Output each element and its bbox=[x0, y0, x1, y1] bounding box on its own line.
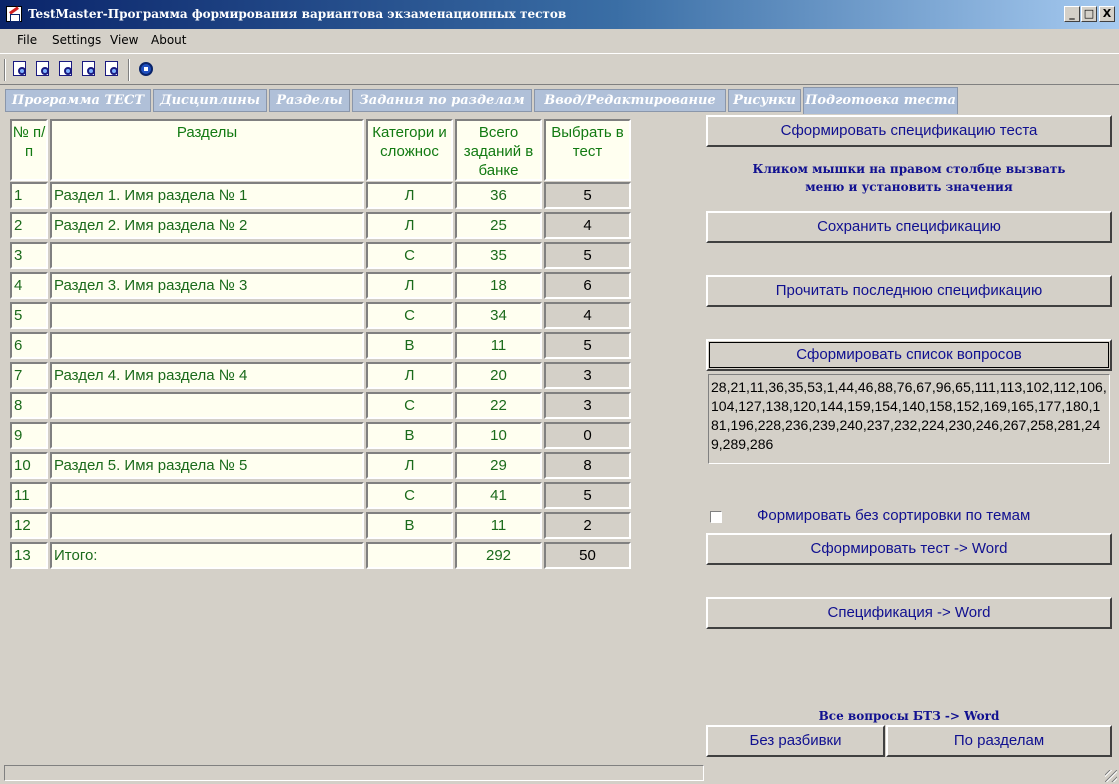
cell-num: 7 bbox=[10, 362, 48, 389]
cell-section-name: Раздел 2. Имя раздела № 2 bbox=[50, 212, 364, 239]
page-magnify-icon[interactable] bbox=[82, 61, 98, 77]
cell-section-name bbox=[50, 302, 364, 329]
cell-total-tasks: 35 bbox=[455, 242, 542, 269]
cell-section-name bbox=[50, 242, 364, 269]
cell-select-count[interactable]: 50 bbox=[544, 542, 631, 569]
cell-category: С bbox=[366, 242, 453, 269]
cell-category bbox=[366, 542, 453, 569]
cell-category: С bbox=[366, 302, 453, 329]
toolbar-separator bbox=[128, 59, 130, 81]
cell-total-tasks: 10 bbox=[455, 422, 542, 449]
cell-num: 1 bbox=[10, 182, 48, 209]
cell-section-name: Раздел 5. Имя раздела № 5 bbox=[50, 452, 364, 479]
hint-line: меню и установить значения bbox=[805, 180, 1013, 194]
header-num: № п/п bbox=[10, 119, 48, 181]
nosort-label: Формировать без сортировки по темам bbox=[757, 507, 1031, 524]
resize-grip-icon[interactable] bbox=[1105, 770, 1117, 782]
lock-icon[interactable] bbox=[139, 62, 153, 76]
tab-disciplines[interactable]: Дисциплины bbox=[153, 89, 267, 112]
page-magnify-icon[interactable] bbox=[13, 61, 29, 77]
cell-select-count[interactable]: 3 bbox=[544, 392, 631, 419]
cell-num: 13 bbox=[10, 542, 48, 569]
cell-select-count[interactable]: 4 bbox=[544, 212, 631, 239]
cell-category: В bbox=[366, 422, 453, 449]
cell-select-count[interactable]: 6 bbox=[544, 272, 631, 299]
status-panel bbox=[4, 765, 704, 781]
cell-num: 6 bbox=[10, 332, 48, 359]
cell-category: Л bbox=[366, 452, 453, 479]
tab-sections[interactable]: Разделы bbox=[269, 89, 350, 112]
menu-about[interactable]: About bbox=[151, 33, 187, 47]
tab-input-edit[interactable]: Ввод/Редактирование bbox=[534, 89, 726, 112]
window-title: TestMaster-Программа формирования вариантова экзаменационных тестов bbox=[28, 7, 567, 21]
cell-num: 12 bbox=[10, 512, 48, 539]
cell-num: 3 bbox=[10, 242, 48, 269]
toolbar-separator bbox=[4, 59, 6, 81]
cell-total-tasks: 11 bbox=[455, 332, 542, 359]
spec-word-button[interactable]: Спецификация -> Word bbox=[706, 597, 1112, 629]
cell-num: 11 bbox=[10, 482, 48, 509]
menu-bar bbox=[0, 29, 1119, 51]
cell-select-count[interactable]: 5 bbox=[544, 182, 631, 209]
cell-total-tasks: 34 bbox=[455, 302, 542, 329]
sections-table bbox=[8, 117, 633, 570]
app-icon bbox=[6, 6, 22, 22]
cell-select-count[interactable]: 5 bbox=[544, 332, 631, 359]
cell-section-name: Раздел 4. Имя раздела № 4 bbox=[50, 362, 364, 389]
title-bar bbox=[0, 0, 1119, 29]
cell-num: 4 bbox=[10, 272, 48, 299]
cell-total-tasks: 25 bbox=[455, 212, 542, 239]
cell-category: С bbox=[366, 482, 453, 509]
close-button[interactable]: X bbox=[1099, 6, 1115, 22]
export-all-caption: Все вопросы БТЗ -> Word bbox=[818, 709, 1000, 723]
spec-hint bbox=[706, 160, 1112, 196]
cell-category: Л bbox=[366, 362, 453, 389]
cell-num: 8 bbox=[10, 392, 48, 419]
no-split-button[interactable]: Без разбивки bbox=[706, 725, 885, 757]
cell-num: 9 bbox=[10, 422, 48, 449]
cell-num: 2 bbox=[10, 212, 48, 239]
questions-list[interactable]: 28,21,11,36,35,53,1,44,46,88,76,67,96,65,111,113,102,112,106,104,127,138,120,144,159,154,140,158,152,169,165,177,180,181,196,228,236,239,240,237,232,224,230,246,267,258,281,249,289,286 bbox=[708, 374, 1110, 464]
page-magnify-icon[interactable] bbox=[36, 61, 52, 77]
maximize-button[interactable]: □ bbox=[1081, 6, 1097, 22]
cell-category: Л bbox=[366, 212, 453, 239]
cell-section-name bbox=[50, 332, 364, 359]
cell-total-tasks: 41 bbox=[455, 482, 542, 509]
tab-test-preparation[interactable]: Подготовка теста bbox=[803, 87, 958, 114]
page-magnify-icon[interactable] bbox=[59, 61, 75, 77]
header-sections: Разделы bbox=[50, 119, 364, 181]
header-total-tasks: Всего заданий в банке bbox=[455, 119, 542, 181]
cell-total-tasks: 292 bbox=[455, 542, 542, 569]
tab-bar bbox=[0, 88, 1119, 114]
cell-total-tasks: 18 bbox=[455, 272, 542, 299]
cell-category: В bbox=[366, 332, 453, 359]
cell-section-name: Итого: bbox=[50, 542, 364, 569]
cell-select-count[interactable]: 3 bbox=[544, 362, 631, 389]
cell-total-tasks: 29 bbox=[455, 452, 542, 479]
cell-category: Л bbox=[366, 182, 453, 209]
page-magnify-icon[interactable] bbox=[105, 61, 121, 77]
form-spec-button[interactable]: Сформировать спецификацию теста bbox=[706, 115, 1112, 147]
cell-select-count[interactable]: 5 bbox=[544, 482, 631, 509]
header-category: Категори и сложнос bbox=[366, 119, 453, 181]
cell-section-name bbox=[50, 392, 364, 419]
cell-select-count[interactable]: 4 bbox=[544, 302, 631, 329]
hint-line: Кликом мышки на правом столбце вызвать bbox=[752, 162, 1066, 176]
cell-num: 10 bbox=[10, 452, 48, 479]
cell-total-tasks: 36 bbox=[455, 182, 542, 209]
cell-category: Л bbox=[366, 272, 453, 299]
cell-num: 5 bbox=[10, 302, 48, 329]
read-last-spec-button[interactable]: Прочитать последнюю спецификацию bbox=[706, 275, 1112, 307]
header-select: Выбрать в тест bbox=[544, 119, 631, 181]
toolbar bbox=[0, 53, 1119, 85]
minimize-button[interactable]: _ bbox=[1064, 6, 1080, 22]
cell-category: С bbox=[366, 392, 453, 419]
cell-section-name bbox=[50, 512, 364, 539]
form-questions-button[interactable]: Сформировать список вопросов bbox=[706, 339, 1112, 371]
cell-select-count[interactable]: 2 bbox=[544, 512, 631, 539]
form-test-word-button[interactable]: Сформировать тест -> Word bbox=[706, 533, 1112, 565]
cell-select-count[interactable]: 5 bbox=[544, 242, 631, 269]
cell-section-name bbox=[50, 422, 364, 449]
tab-program-test[interactable]: Программа ТЕСТ bbox=[5, 89, 151, 112]
cell-section-name: Раздел 3. Имя раздела № 3 bbox=[50, 272, 364, 299]
by-section-button[interactable]: По разделам bbox=[886, 725, 1112, 757]
cell-section-name bbox=[50, 482, 364, 509]
menu-file[interactable]: File bbox=[17, 33, 38, 47]
cell-total-tasks: 22 bbox=[455, 392, 542, 419]
cell-section-name: Раздел 1. Имя раздела № 1 bbox=[50, 182, 364, 209]
cell-total-tasks: 20 bbox=[455, 362, 542, 389]
cell-select-count[interactable]: 8 bbox=[544, 452, 631, 479]
cell-category: В bbox=[366, 512, 453, 539]
menu-view[interactable]: View bbox=[110, 33, 139, 47]
menu-settings[interactable]: Settings bbox=[52, 33, 102, 47]
cell-select-count[interactable]: 0 bbox=[544, 422, 631, 449]
status-bar bbox=[0, 762, 1119, 784]
nosort-checkbox[interactable] bbox=[710, 511, 722, 523]
tab-pictures[interactable]: Рисунки bbox=[728, 89, 801, 112]
cell-total-tasks: 11 bbox=[455, 512, 542, 539]
save-spec-button[interactable]: Сохранить спецификацию bbox=[706, 211, 1112, 243]
tab-tasks-by-section[interactable]: Задания по разделам bbox=[352, 89, 532, 112]
